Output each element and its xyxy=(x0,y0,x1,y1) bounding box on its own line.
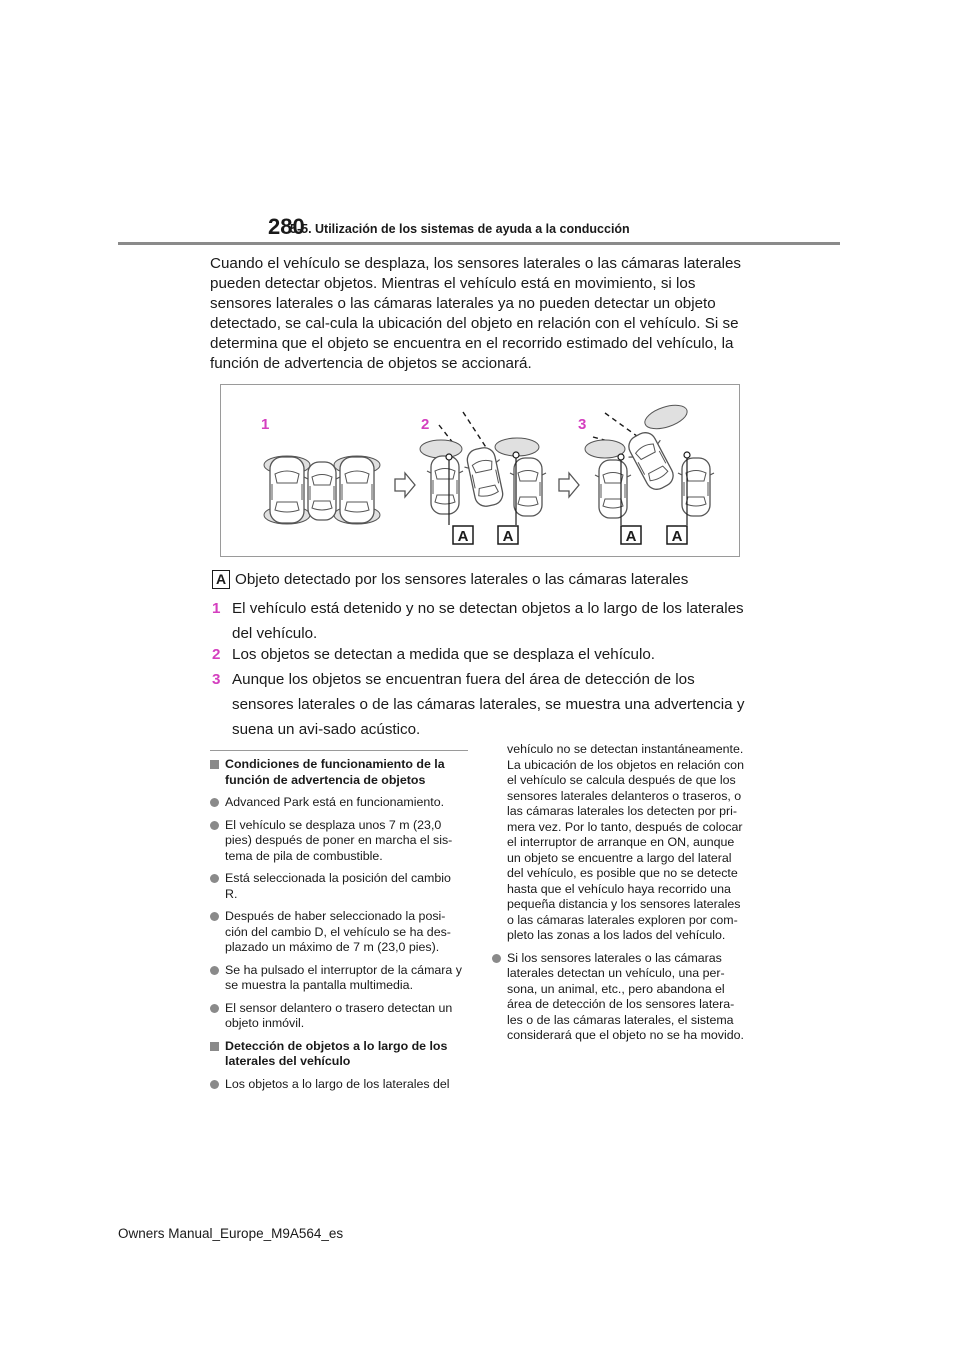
step-number: 1 xyxy=(212,600,221,617)
page-number: 280 xyxy=(268,214,305,239)
circle-bullet-icon xyxy=(210,966,219,975)
step-number: 2 xyxy=(212,646,221,663)
legend-row xyxy=(212,570,688,589)
circle-bullet-icon xyxy=(210,821,219,830)
circle-bullet-icon xyxy=(492,954,501,963)
footer-label: Owners Manual_Europe_M9A564_es xyxy=(118,1226,344,1241)
left-column xyxy=(210,757,465,1099)
parking-figure xyxy=(220,384,740,557)
square-bullet-icon xyxy=(210,1042,219,1051)
list-item: El sensor delantero o trasero detectan un objeto inmóvil. xyxy=(210,1001,465,1032)
list-item: Los objetos a lo largo de los laterales del xyxy=(210,1077,465,1093)
list-item: Se ha pulsado el interruptor de la cámara y se muestra la pantalla multimedia. xyxy=(210,963,465,994)
column-rule xyxy=(210,750,468,751)
step-text: El vehículo está detenido y no se detectan objetos a lo largo de los laterales del vehículo. xyxy=(232,600,744,642)
step-2 xyxy=(212,642,752,667)
step-1 xyxy=(212,596,752,646)
circle-bullet-icon xyxy=(210,1004,219,1013)
continuation-text: vehículo no se detectan instantáneamente. La ubicación de los objetos en relación con el vehículo se calcula después de que los sensores laterales delanteros o traseros, o las cámaras laterales los detecten por pri-mera vez. Por lo tanto, después de colocar el interruptor de arranque en ON, aunque un objeto se encuentre a largo del lateral del vehículo, es posible que no se detecte hasta que el vehículo haya recorrido una pequeña distancia y los sensores laterales o las cámaras laterales exploren por com-pleto las zonas a los lados del vehículo. xyxy=(507,742,744,942)
step-3 xyxy=(212,667,752,742)
marker-a-1: A xyxy=(457,528,469,545)
intro-paragraph: Cuando el vehículo se desplaza, los sensores laterales o las cámaras laterales pueden detectar objetos. Mientras el vehículo está en movimiento, si los sensores laterales o las cámaras laterales ya no pueden detectar un objeto detectado, se cal-cula la ubicación del objeto en relación con el vehículo. Si se determina que el objeto se encuentra en el recorrido estimado del vehículo, la función de advertencia de objetos se accionará. xyxy=(210,255,742,372)
arrow-right-icon xyxy=(559,473,579,497)
scene-2-detecting xyxy=(420,412,546,545)
circle-bullet-icon xyxy=(210,912,219,921)
scene-1-parked-cars xyxy=(264,456,380,524)
marker-a-box: A xyxy=(212,570,230,589)
step-text: Aunque los objetos se encuentran fuera del área de detección de los sensores laterales o de las cámaras laterales, se muestra una advertencia y suena un avi-sado acústico. xyxy=(232,671,745,738)
marker-a-2: A xyxy=(502,528,514,545)
step-label-2: 2 xyxy=(421,416,430,433)
section-title: 5-5. Utilización de los sistemas de ayuda a la conducción xyxy=(290,222,630,236)
arrow-right-icon xyxy=(395,473,415,497)
parking-diagram xyxy=(221,385,739,556)
circle-bullet-icon xyxy=(210,798,219,807)
section-heading: Condiciones de funcionamiento de la función de advertencia de objetos xyxy=(210,757,465,788)
circle-bullet-icon xyxy=(210,874,219,883)
marker-a-4: A xyxy=(671,528,683,545)
right-column xyxy=(492,742,747,1051)
list-item: El vehículo se desplaza unos 7 m (23,0 pies) después de poner en marcha el sis-tema de pila de combustible. xyxy=(210,818,465,865)
step-number: 3 xyxy=(212,671,221,688)
header-rule xyxy=(118,242,840,245)
square-bullet-icon xyxy=(210,760,219,769)
step-label-3: 3 xyxy=(578,416,587,433)
marker-a-3: A xyxy=(625,528,637,545)
list-item: Después de haber seleccionado la posi-ción del cambio D, el vehículo se ha des-plazado un máximo de 7 m (23,0 pies). xyxy=(210,909,465,956)
scene-3-warning xyxy=(585,401,714,545)
list-item: Advanced Park está en funcionamiento. xyxy=(210,795,465,811)
step-text: Los objetos se detectan a medida que se desplaza el vehículo. xyxy=(232,646,656,663)
circle-bullet-icon xyxy=(210,1080,219,1089)
list-item: Si los sensores laterales o las cámaras laterales detectan un vehículo, una per-sona, un animal, etc., pero abandona el área de detección de los sensores latera-les o de las cámaras laterales, el sistema considerará que el objeto no se ha movido. xyxy=(492,951,747,1044)
step-label-1: 1 xyxy=(261,416,270,433)
list-item: Está seleccionada la posición del cambio R. xyxy=(210,871,465,902)
legend-text: Objeto detectado por los sensores laterales o las cámaras laterales xyxy=(235,571,689,588)
section-heading: Detección de objetos a lo largo de los laterales del vehículo xyxy=(210,1039,465,1070)
